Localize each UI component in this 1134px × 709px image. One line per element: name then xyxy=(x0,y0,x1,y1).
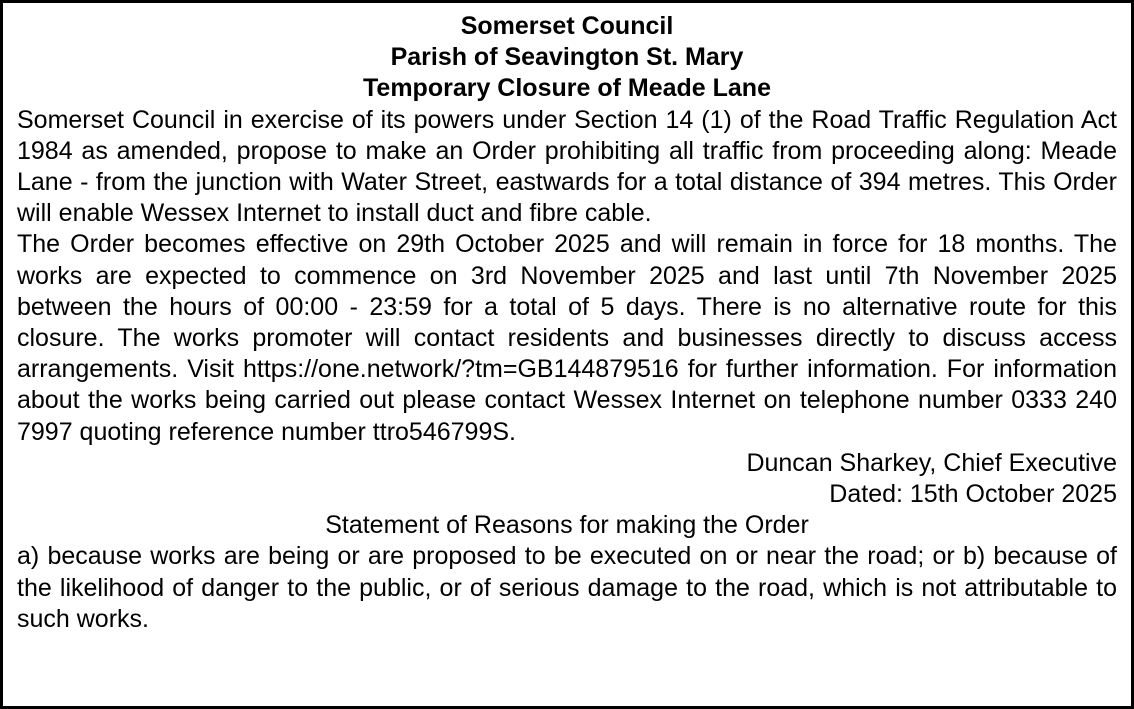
signatory-line: Duncan Sharkey, Chief Executive xyxy=(746,448,1117,477)
council-name: Somerset Council xyxy=(460,12,674,40)
dated-line: Dated: 15th October 2025 xyxy=(829,480,1117,509)
order-paragraph: Somerset Council in exercise of its powers under Section 14 (1) of the Road Traffic Regulation Act 1984 as amended, propose to make an Order prohibiting all traffic from proceeding along: Meade Lane - from the junction with Water Street, eastwards for a total distance of 394 metres. This Order will enable Wessex Internet to install duct and fibre cable. xyxy=(17,105,1117,228)
notice-title: Temporary Closure of Meade Lane xyxy=(363,74,771,103)
parish-name: Parish of Seavington St. Mary xyxy=(390,43,744,72)
reasons-heading: Statement of Reasons for making the Order xyxy=(325,511,809,540)
reasons-paragraph: a) because works are being or are proposed to be executed on or near the road; or b) because of the likelihood of danger to the public, or of serious damage to the road, which is not attributable to such works. xyxy=(17,542,1117,633)
details-paragraph: The Order becomes effective on 29th October 2025 and will remain in force for 18 months. The works are expected to commence on 3rd November 2025 and last until 7th November 2025 between the hours of 00:00 - 23:59 for a total of 5 days. There is no alternative route for this closure. The works promoter will contact residents and businesses directly to discuss access arrangements. Visit https://one.network/?tm=GB144879516 for further information. For information about the works being carried out please contact Wessex Internet on telephone number 0333 240 7997 quoting reference number ttro546799S. xyxy=(17,230,1117,446)
notice-header xyxy=(17,11,1117,105)
